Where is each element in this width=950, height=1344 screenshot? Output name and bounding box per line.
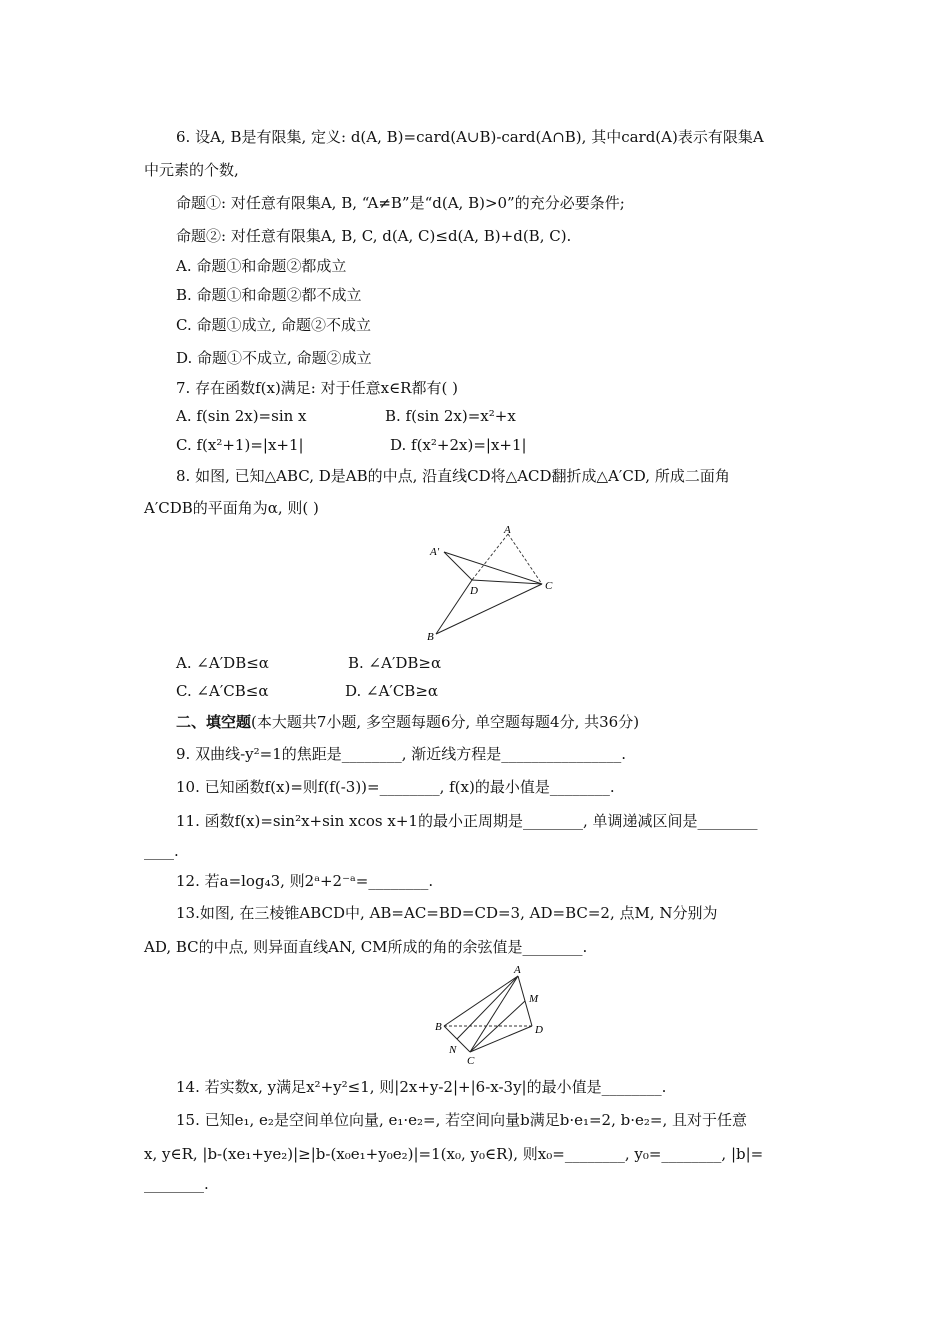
q8-stem-line1: 8. 如图, 已知△ABC, D是AB的中点, 沿直线CD将△ACD翻折成△A′CD, 所成二面角 <box>176 467 730 485</box>
q13-figure <box>432 962 552 1066</box>
q13-label-d: D <box>535 1024 543 1036</box>
q8-edge-a-c <box>508 534 542 584</box>
q8-edge-a-d <box>472 534 508 580</box>
q13-edge-a-n <box>457 976 518 1039</box>
q7-option-d: D. f(x²+2x)=|x+1| <box>390 436 527 454</box>
q8-label-b: B <box>427 631 434 643</box>
q9-text: 9. 双曲线-y²=1的焦距是________, 渐近线方程是________________. <box>176 745 627 763</box>
q10-text: 10. 已知函数f(x)=则f(f(-3))=________, f(x)的最小值是________. <box>176 778 615 796</box>
q11-line2: ____. <box>144 842 179 860</box>
q15-line1: 15. 已知e₁, e₂是空间单位向量, e₁·e₂=, 若空间向量b满足b·e₁=2, b·e₂=, 且对于任意 <box>176 1111 748 1129</box>
q13-label-m: M <box>529 993 539 1005</box>
q6-proposition-2: 命题②: 对任意有限集A, B, C, d(A, C)≤d(A, B)+d(B, C). <box>176 227 572 245</box>
q6-stem-line1: 6. 设A, B是有限集, 定义: d(A, B)=card(A∪B)-card(A∩B), 其中card(A)表示有限集A <box>176 128 764 146</box>
section-title: 二、填空题 <box>176 713 252 731</box>
q8-label-d: D <box>470 585 478 597</box>
q13-edge-c-d <box>470 1026 532 1052</box>
q7-stem: 7. 存在函数f(x)满足: 对于任意x∈R都有( ) <box>176 379 458 397</box>
q6-proposition-1: 命题①: 对任意有限集A, B, “A≠B”是“d(A, B)>0”的充分必要条件; <box>176 194 625 212</box>
q6-stem-line2: 中元素的个数, <box>144 161 239 179</box>
q13-label-a: A <box>514 964 521 976</box>
q8-label-c: C <box>545 580 553 592</box>
q15-line2: x, y∈R, |b-(xe₁+ye₂)|≥|b-(x₀e₁+y₀e₂)|=1(x₀, y₀∈R), 则x₀=________, y₀=________, |b|= <box>144 1145 764 1163</box>
q8-edge-a1-c <box>444 552 542 584</box>
q7-option-a: A. f(sin 2x)=sin x <box>176 407 307 425</box>
q6-option-b: B. 命题①和命题②都不成立 <box>176 286 362 304</box>
q8-figure <box>420 522 560 647</box>
q8-option-d: D. ∠A′CB≥α <box>345 682 439 700</box>
q13-stem-line2: AD, BC的中点, 则异面直线AN, CM所成的角的余弦值是________. <box>144 938 588 956</box>
q6-option-c: C. 命题①成立, 命题②不成立 <box>176 316 372 334</box>
q7-option-b: B. f(sin 2x)=x²+x <box>385 407 516 425</box>
q8-label-a-prime: A′ <box>430 546 440 558</box>
q13-label-b: B <box>435 1021 442 1033</box>
q8-option-c: C. ∠A′CB≤α <box>176 682 269 700</box>
q11-line1: 11. 函数f(x)=sin²x+sin xcos x+1的最小正周期是________, 单调递减区间是________ <box>176 812 758 830</box>
q13-label-n: N <box>449 1044 457 1056</box>
section-heading <box>176 712 639 732</box>
q6-option-d: D. 命题①不成立, 命题②成立 <box>176 349 372 367</box>
q8-stem-line2: A′CDB的平面角为α, 则( ) <box>144 499 319 517</box>
section-description: (本大题共7小题, 多空题每题6分, 单空题每题4分, 共36分) <box>251 713 640 731</box>
q13-edge-a-b <box>444 976 518 1026</box>
q13-stem-line1: 13.如图, 在三棱锥ABCD中, AB=AC=BD=CD=3, AD=BC=2, 点M, N分别为 <box>176 904 718 922</box>
q8-edge-b-c <box>436 584 542 634</box>
q14-text: 14. 若实数x, y满足x²+y²≤1, 则|2x+y-2|+|6-x-3y|的最小值是________. <box>176 1078 667 1096</box>
q13-label-c: C <box>467 1055 475 1066</box>
q12-text: 12. 若a=log₄3, 则2ᵃ+2⁻ᵃ=________. <box>176 872 434 890</box>
q8-label-a: A <box>504 524 511 536</box>
q7-option-c: C. f(x²+1)=|x+1| <box>176 436 304 454</box>
q8-option-a: A. ∠A′DB≤α <box>176 654 269 672</box>
q8-option-b: B. ∠A′DB≥α <box>348 654 442 672</box>
q6-option-a: A. 命题①和命题②都成立 <box>176 257 347 275</box>
q15-line3: ________. <box>144 1175 209 1193</box>
